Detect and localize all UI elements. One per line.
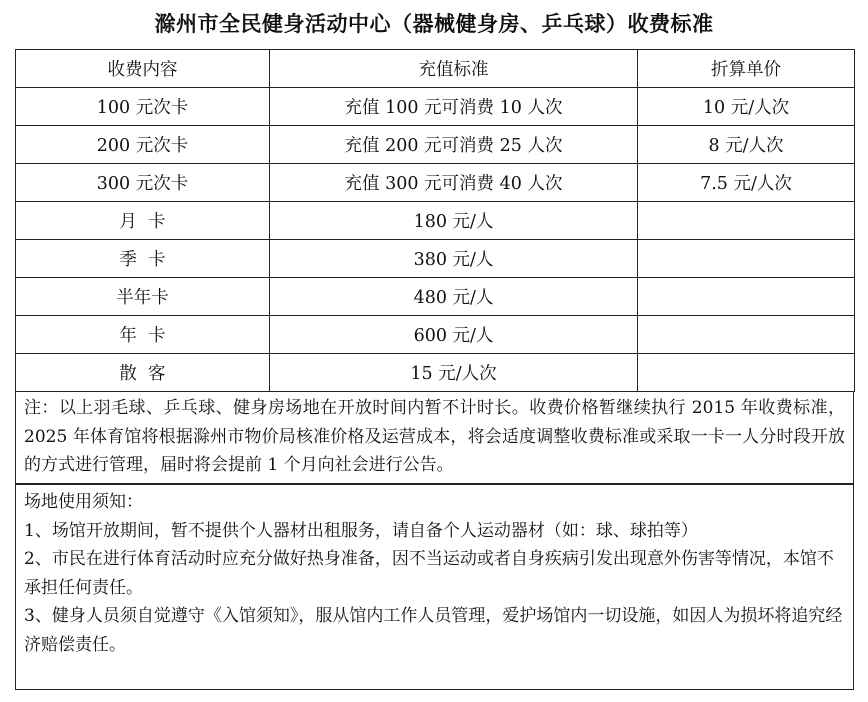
table-row: [16, 316, 855, 354]
rule-item: 3、健身人员须自觉遵守《入馆须知》，服从馆内工作人员管理，爱护场馆内一切设施，如因人为损坏将追究经济赔偿责任。: [24, 606, 843, 655]
table-row: [16, 278, 855, 316]
cell-unit-price: [638, 240, 855, 278]
page-title: 滁州市全民健身活动中心（器械健身房、乒乓球）收费标准: [154, 12, 714, 36]
cell-item: 年 卡: [16, 316, 270, 354]
cell-item: 200 元次卡: [16, 126, 270, 164]
cell-unit-price: 8 元/人次: [638, 126, 855, 164]
header-standard: 充值标准: [270, 50, 638, 88]
note-text: 注：以上羽毛球、乒乓球、健身房场地在开放时间内暂不计时长。收费价格暂继续执行 2015 年收费标准，2025 年体育馆将根据滁州市物价局核准价格及运营成本，将会适度调整收费标准或采取一卡一人分时段开放的方式进行管理，届时将会提前 1 个月向社会进行公告。: [15, 391, 854, 484]
cell-standard: 15 元/人次: [270, 354, 638, 392]
table-row: [16, 202, 855, 240]
cell-standard: 380 元/人: [270, 240, 638, 278]
usage-rules: [15, 484, 854, 690]
cell-item: 半年卡: [16, 278, 270, 316]
cell-standard: 600 元/人: [270, 316, 638, 354]
cell-standard: 充值 200 元可消费 25 人次: [270, 126, 638, 164]
cell-unit-price: [638, 202, 855, 240]
table-row: [16, 240, 855, 278]
cell-unit-price: [638, 354, 855, 392]
header-item: 收费内容: [16, 50, 270, 88]
cell-standard: 充值 100 元可消费 10 人次: [270, 88, 638, 126]
cell-item: 300 元次卡: [16, 164, 270, 202]
cell-item: 月 卡: [16, 202, 270, 240]
table-row: [16, 354, 855, 392]
fee-table: [15, 49, 855, 392]
table-row: [16, 88, 855, 126]
cell-standard: 180 元/人: [270, 202, 638, 240]
table-row: [16, 164, 855, 202]
table-row: [16, 126, 855, 164]
rules-heading: 场地使用须知：: [24, 492, 143, 512]
cell-item: 100 元次卡: [16, 88, 270, 126]
cell-unit-price: 7.5 元/人次: [638, 164, 855, 202]
cell-unit-price: 10 元/人次: [638, 88, 855, 126]
cell-unit-price: [638, 316, 855, 354]
cell-standard: 充值 300 元可消费 40 人次: [270, 164, 638, 202]
rule-item: 1、场馆开放期间，暂不提供个人器材出租服务，请自备个人运动器材（如：球、球拍等）: [24, 520, 698, 541]
header-unit-price: 折算单价: [638, 50, 855, 88]
cell-standard: 480 元/人: [270, 278, 638, 316]
cell-unit-price: [638, 278, 855, 316]
cell-item: 季 卡: [16, 240, 270, 278]
cell-item: 散 客: [16, 354, 270, 392]
table-header-row: [16, 50, 855, 88]
rule-item: 2、市民在进行体育活动时应充分做好热身准备，因不当运动或者自身疾病引发出现意外伤害等情况，本馆不承担任何责任。: [24, 549, 834, 598]
